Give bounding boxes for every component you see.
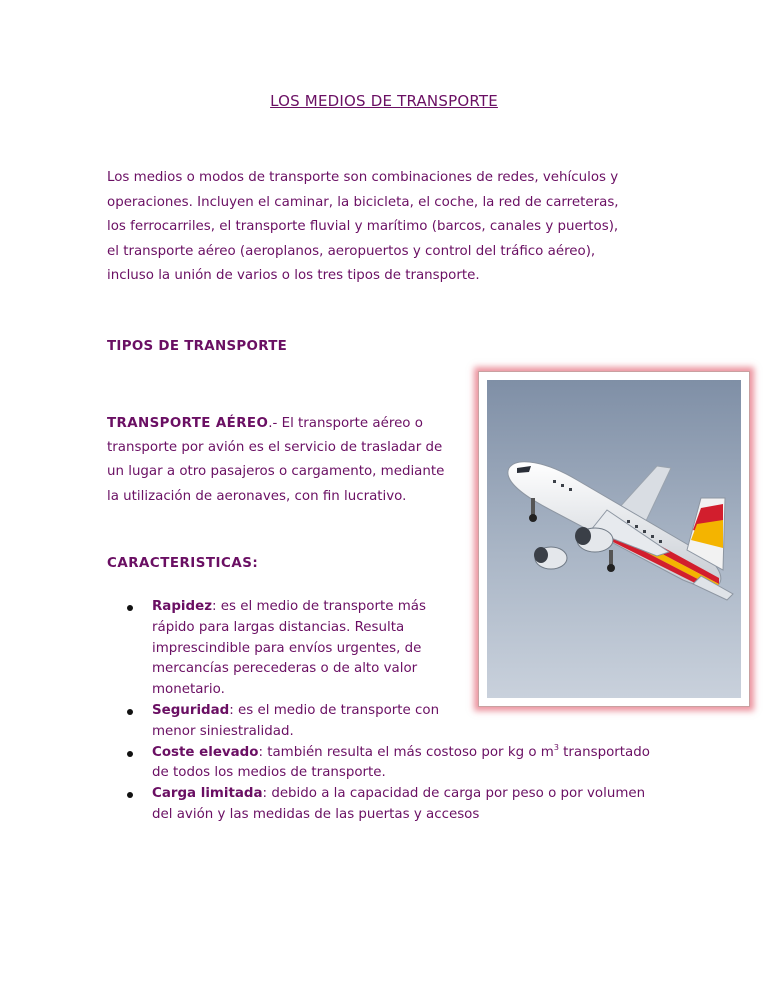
item-text: transportado bbox=[558, 744, 650, 760]
list-line bbox=[152, 784, 687, 805]
intro-line: los ferrocarriles, el transporte fluvial y marítimo (barcos, canales y puertos), bbox=[107, 219, 619, 235]
list-item bbox=[107, 743, 687, 785]
intro-line: el transporte aéreo (aeroplanos, aeropuertos y control del tráfico aéreo), bbox=[107, 243, 596, 259]
item-text: : también resulta el más costoso por kg o m bbox=[258, 744, 554, 760]
aereo-line: un lugar a otro pasajeros o cargamento, mediante bbox=[107, 464, 445, 480]
superscript: 3 bbox=[553, 742, 559, 752]
landing-gear bbox=[531, 498, 535, 516]
item-term: Coste elevado bbox=[152, 744, 259, 760]
aereo-line bbox=[107, 412, 467, 436]
page-title: LOS MEDIOS DE TRANSPORTE bbox=[270, 92, 498, 110]
aereo-line1-rest: .- El transporte aéreo o bbox=[268, 416, 423, 431]
wheel bbox=[529, 514, 537, 522]
item-term: Rapidez bbox=[152, 599, 212, 614]
bullet-icon bbox=[127, 709, 133, 715]
list-line: mercancías perecederas o de alto valor bbox=[152, 661, 418, 677]
list-line bbox=[152, 743, 687, 764]
item-text: : es el medio de transporte con bbox=[229, 702, 440, 718]
intro-line: incluso la unión de varios o los tres tipos de transporte. bbox=[107, 268, 480, 284]
list-line: monetario. bbox=[152, 682, 225, 698]
list-line: de todos los medios de transporte. bbox=[152, 765, 386, 781]
list-item bbox=[107, 701, 687, 743]
engine-intake bbox=[534, 547, 548, 563]
item-term: Seguridad bbox=[152, 702, 230, 718]
airplane-image bbox=[487, 380, 741, 698]
aereo-label: TRANSPORTE AÉREO bbox=[107, 416, 269, 431]
aereo-line: la utilización de aeronaves, con fin lucrativo. bbox=[107, 488, 407, 504]
airplane-photo bbox=[478, 371, 750, 707]
aereo-line: transporte por avión es el servicio de trasladar de bbox=[107, 440, 443, 456]
bullet-icon bbox=[127, 792, 133, 798]
bullet-icon bbox=[127, 751, 133, 757]
tipos-heading: TIPOS DE TRANSPORTE bbox=[107, 339, 288, 354]
intro-paragraph bbox=[107, 166, 667, 289]
list-line: imprescindible para envíos urgentes, de bbox=[152, 640, 422, 656]
engine-intake bbox=[575, 527, 591, 545]
caracteristicas-heading: CARACTERISTICAS: bbox=[107, 556, 259, 571]
landing-gear bbox=[609, 550, 613, 566]
intro-line: operaciones. Incluyen el caminar, la bicicleta, el coche, la red de carreteras, bbox=[107, 194, 619, 210]
bullet-icon bbox=[127, 605, 133, 611]
wheel bbox=[607, 564, 615, 572]
list-line: del avión y las medidas de las puertas y accesos bbox=[152, 806, 480, 822]
item-text: : es el medio de transporte más bbox=[211, 599, 426, 614]
list-line: menor siniestralidad. bbox=[152, 723, 294, 739]
item-term: Carga limitada bbox=[152, 786, 263, 802]
aereo-paragraph bbox=[107, 412, 467, 509]
intro-line: Los medios o modos de transporte son combinaciones de redes, vehículos y bbox=[107, 170, 619, 185]
item-text: : debido a la capacidad de carga por peso o por volumen bbox=[262, 786, 646, 802]
list-item bbox=[107, 784, 687, 826]
list-line: rápido para largas distancias. Resulta bbox=[152, 619, 405, 635]
